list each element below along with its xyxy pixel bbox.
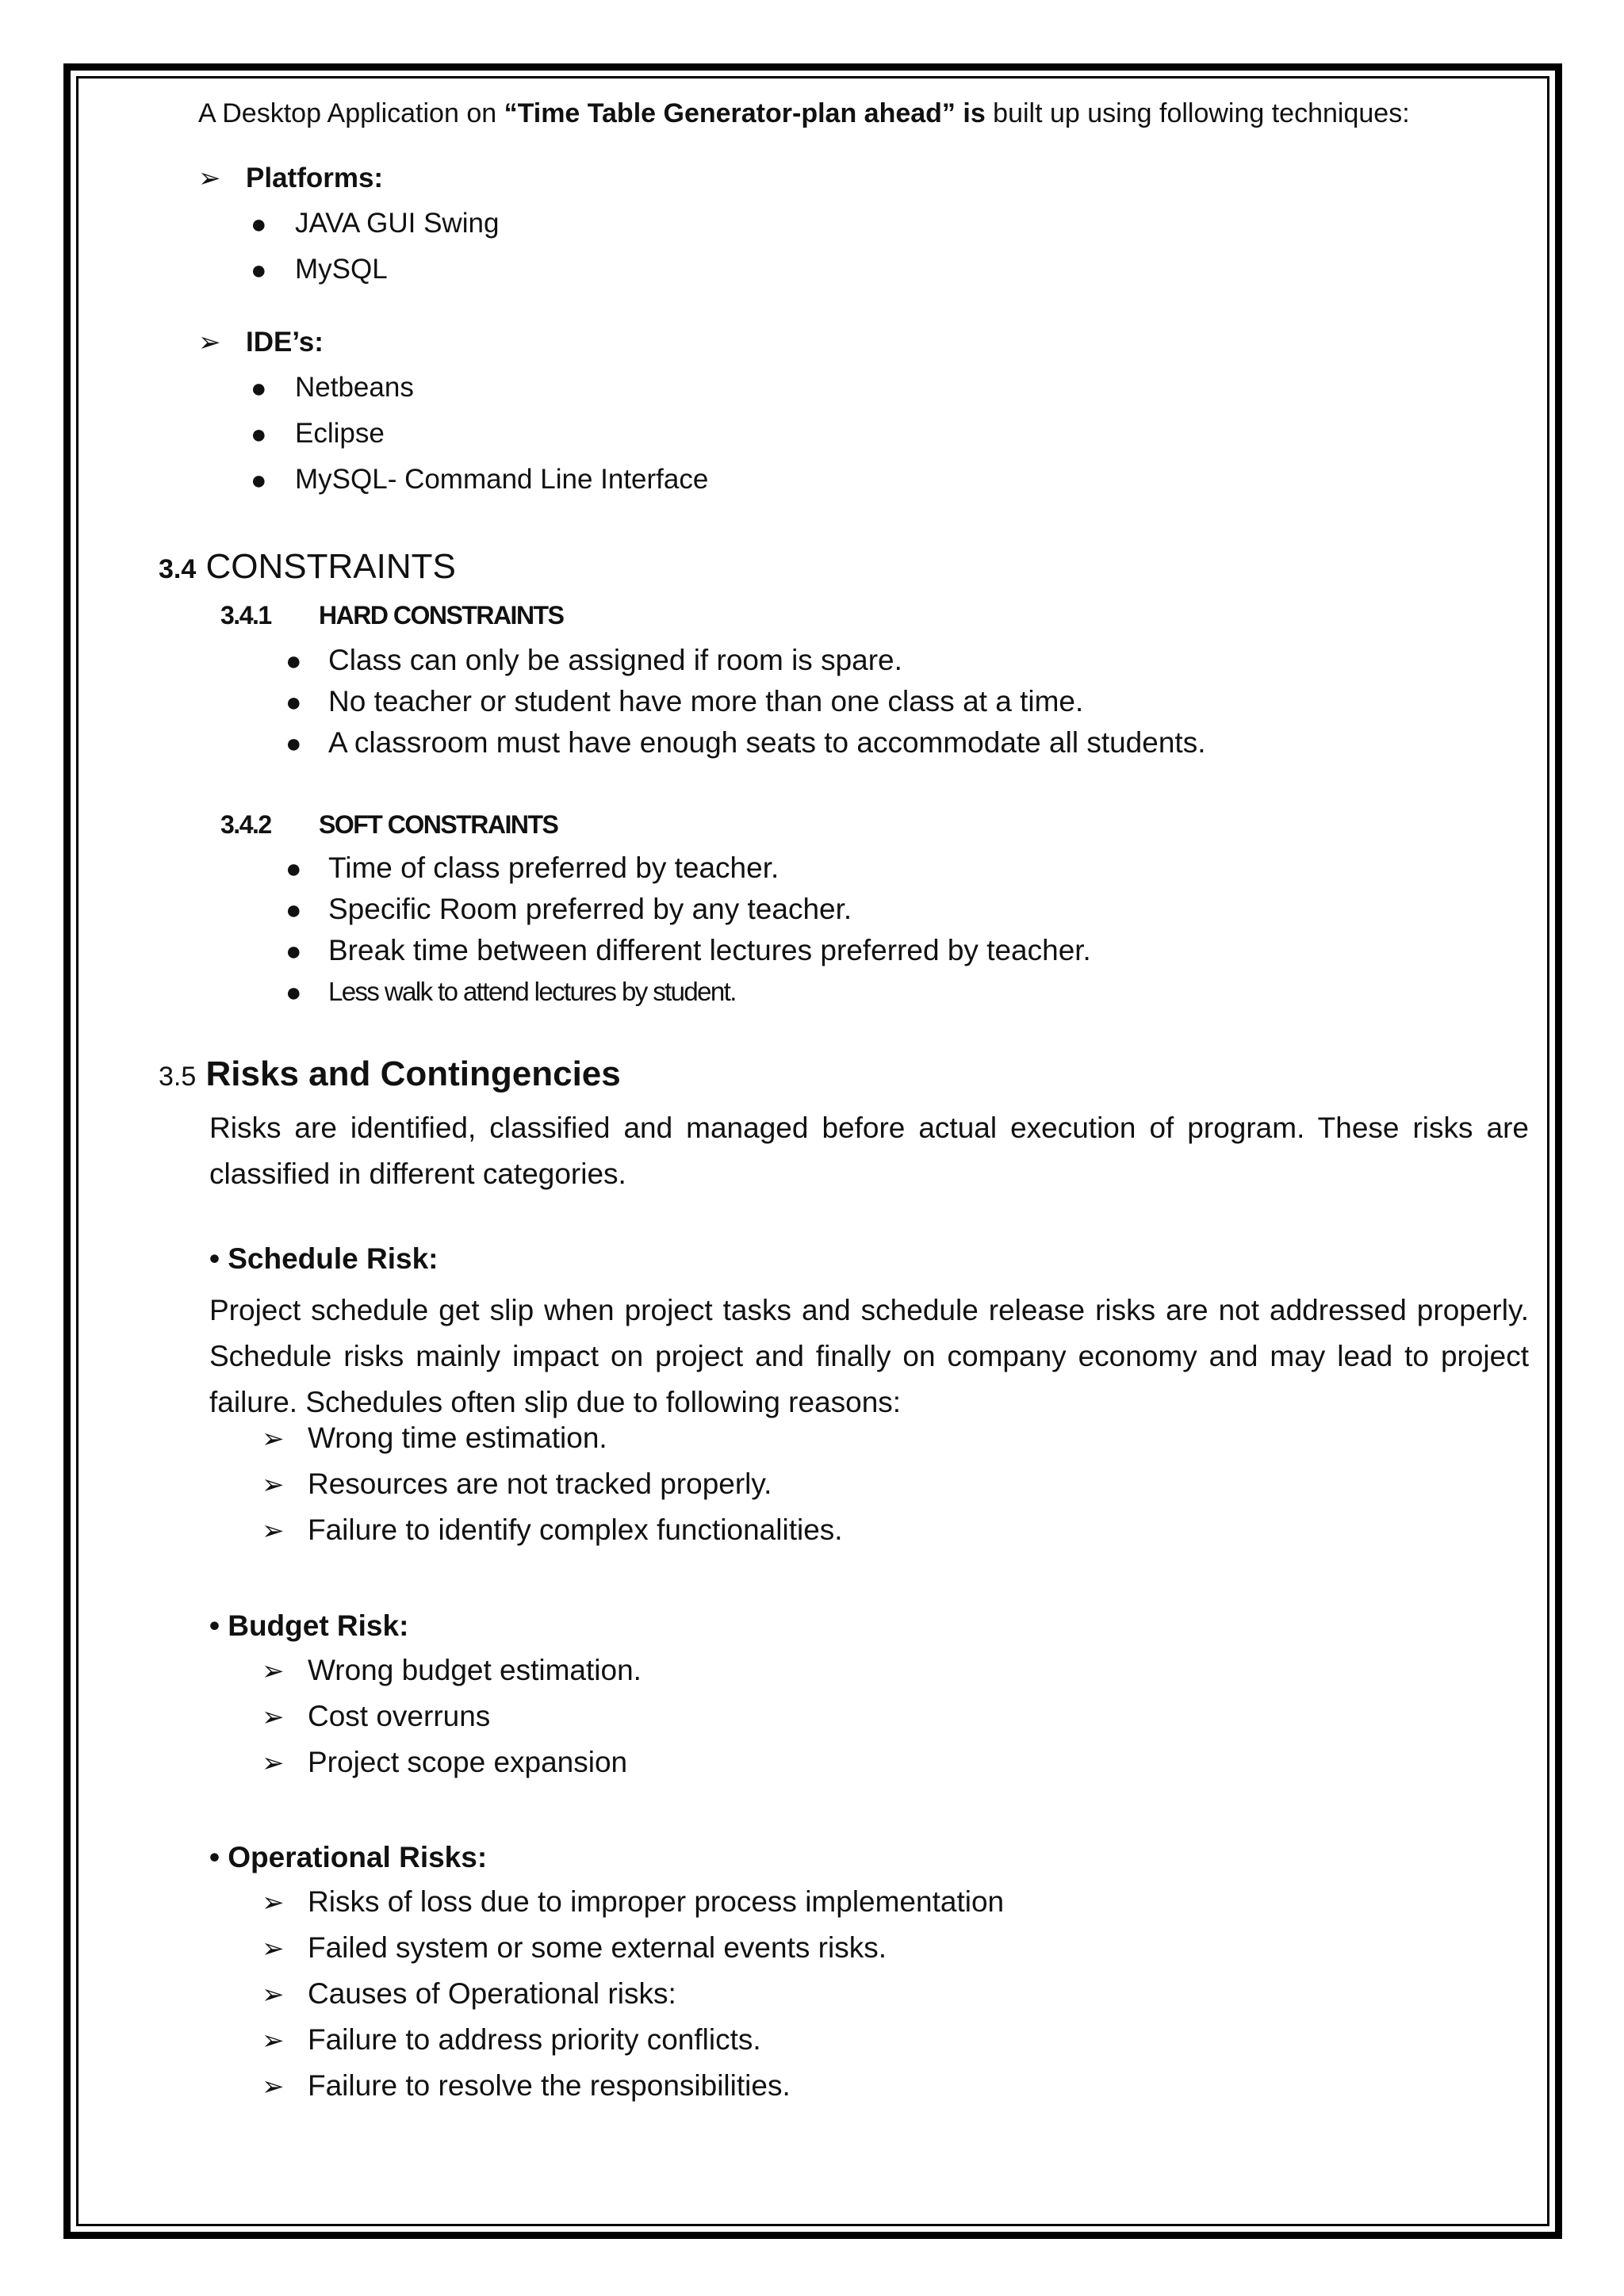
arrow-bullet-icon: ➢ xyxy=(262,1980,285,2010)
section-heading-risks xyxy=(159,1054,621,1094)
schedule-risk-paragraph: Project schedule get slip when project tasks and schedule release risks are not addressed properly. Schedule risks mainly impact on project and finally on company economy and may lead to project failure. Schedules often slip due to following reasons: xyxy=(209,1294,1529,1418)
project-name: “Time Table Generator-plan ahead” is xyxy=(504,98,986,128)
arrow-bullet-icon: ➢ xyxy=(198,327,221,358)
budget-risk-heading: • Budget Risk: xyxy=(209,1609,409,1642)
platform-item: MySQL xyxy=(295,254,388,285)
hard-constraint-item: Class can only be assigned if room is spare. xyxy=(328,644,902,676)
soft-constraint-item: Less walk to attend lectures by student. xyxy=(328,977,736,1006)
bullet-icon: ● xyxy=(285,854,302,884)
budget-risk-item: Cost overruns xyxy=(308,1700,491,1732)
arrow-bullet-icon: ➢ xyxy=(262,1516,285,1546)
schedule-risk-heading: • Schedule Risk: xyxy=(209,1242,439,1275)
arrow-bullet-icon: ➢ xyxy=(262,1748,285,1778)
operational-risk-item: Failure to resolve the responsibilities. xyxy=(308,2069,791,2102)
intro-prefix: A Desktop Application on xyxy=(198,98,504,128)
subsection-number: 3.4.1 xyxy=(220,601,271,629)
bullet-icon: ● xyxy=(251,255,267,285)
arrow-bullet-icon: ➢ xyxy=(262,1888,285,1918)
arrow-bullet-icon: ➢ xyxy=(262,2026,285,2056)
operational-risk-item: Causes of Operational risks: xyxy=(308,1977,676,2010)
subsection-number: 3.4.2 xyxy=(220,810,271,839)
bullet-icon: ● xyxy=(285,729,302,759)
bullet-icon: ● xyxy=(251,373,267,404)
schedule-risk-item: Resources are not tracked properly. xyxy=(308,1468,772,1500)
schedule-risk-item: Failure to identify complex functionalities. xyxy=(308,1513,843,1546)
platform-item: JAVA GUI Swing xyxy=(295,208,500,239)
section-title: CONSTRAINTS xyxy=(205,547,456,586)
arrow-bullet-icon: ➢ xyxy=(262,2072,285,2102)
operational-risk-item: Failed system or some external events risks. xyxy=(308,1931,887,1964)
bullet-icon: ● xyxy=(285,978,302,1008)
arrow-bullet-icon: ➢ xyxy=(262,1470,285,1500)
arrow-bullet-icon: ➢ xyxy=(262,1424,285,1454)
soft-constraint-item: Specific Room preferred by any teacher. xyxy=(328,893,852,925)
intro-line xyxy=(198,98,1410,129)
arrow-bullet-icon: ➢ xyxy=(262,1702,285,1732)
hard-constraint-item: A classroom must have enough seats to accommodate all students. xyxy=(328,726,1206,759)
section-number: 3.4 xyxy=(159,554,197,584)
section-number: 3.5 xyxy=(159,1062,197,1092)
budget-risk-item: Wrong budget estimation. xyxy=(308,1654,642,1686)
bullet-icon: ● xyxy=(251,419,267,450)
soft-constraint-item: Time of class preferred by teacher. xyxy=(328,851,779,884)
intro-suffix: built up using following techniques: xyxy=(985,98,1410,128)
bullet-icon: ● xyxy=(251,209,267,239)
budget-risk-item: Project scope expansion xyxy=(308,1746,628,1778)
arrow-bullet-icon: ➢ xyxy=(198,163,221,193)
subsection-title-soft: SOFT CONSTRAINTS xyxy=(319,810,558,839)
bullet-icon: ● xyxy=(251,465,267,496)
arrow-bullet-icon: ➢ xyxy=(262,1656,285,1686)
operational-risk-heading: • Operational Risks: xyxy=(209,1841,488,1873)
ides-heading: IDE’s: xyxy=(246,327,324,358)
bullet-icon: ● xyxy=(285,895,302,925)
schedule-risk-item: Wrong time estimation. xyxy=(308,1422,607,1454)
bullet-icon: ● xyxy=(285,936,302,966)
soft-constraint-item: Break time between different lectures preferred by teacher. xyxy=(328,934,1091,966)
arrow-bullet-icon: ➢ xyxy=(262,1934,285,1964)
bullet-icon: ● xyxy=(285,687,302,718)
operational-risk-item: Failure to address priority conflicts. xyxy=(308,2023,761,2056)
operational-risk-item: Risks of loss due to improper process implementation xyxy=(308,1885,1005,1918)
hard-constraint-item: No teacher or student have more than one class at a time. xyxy=(328,685,1084,718)
section-title: Risks and Contingencies xyxy=(205,1054,621,1093)
risks-intro-paragraph: Risks are identified, classified and managed before actual execution of program. These risks are classified in different categories. xyxy=(209,1112,1529,1190)
subsection-title-hard: HARD CONSTRAINTS xyxy=(319,601,564,629)
ide-item: Netbeans xyxy=(295,372,414,403)
ide-item: MySQL- Command Line Interface xyxy=(295,464,709,495)
bullet-icon: ● xyxy=(285,646,302,676)
section-heading-constraints xyxy=(159,547,456,587)
platforms-heading: Platforms: xyxy=(246,163,384,193)
ide-item: Eclipse xyxy=(295,418,385,449)
